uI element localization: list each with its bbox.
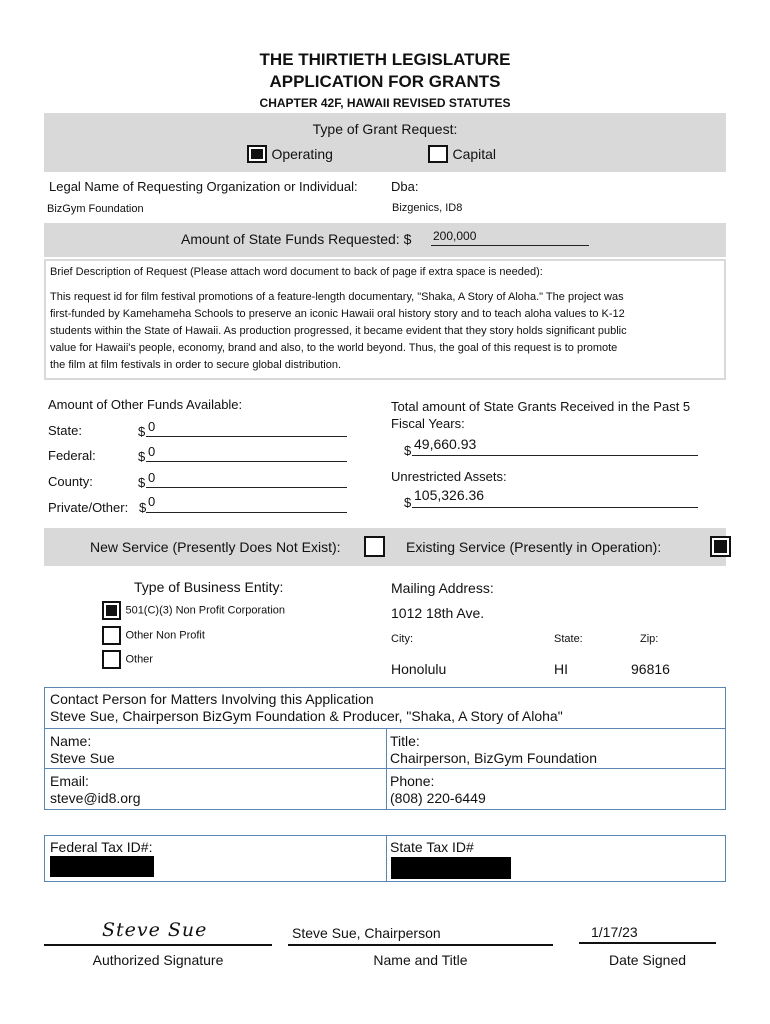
business-entity-label: Type of Business Entity:: [134, 579, 284, 595]
dba-label: Dba:: [391, 179, 419, 194]
contact-name-label: Name:: [50, 733, 92, 749]
contact-email-label: Email:: [50, 773, 89, 789]
new-service-checkbox[interactable]: [364, 536, 385, 557]
entity-option-501c3[interactable]: [102, 601, 285, 620]
contact-phone-label: Phone:: [390, 773, 435, 789]
federal-tax-redaction: [50, 856, 154, 877]
entity-501c3-checkbox[interactable]: [102, 601, 121, 620]
description-line: the film at film festivals in order to secure global distribution.: [50, 359, 342, 371]
entity-other-nonprofit-label: Other Non Profit: [125, 629, 205, 642]
state-grants-label-1: Total amount of State Grants Received in the Past 5: [391, 399, 691, 414]
county-funds-underline: [146, 487, 347, 488]
date-value: 1/17/23: [591, 924, 638, 940]
state-tax-redaction: [391, 857, 511, 879]
capital-label: Capital: [452, 146, 497, 162]
county-funds-value: 0: [148, 470, 156, 485]
name-title-caption: Name and Title: [373, 952, 468, 968]
title-line-1: THE THIRTIETH LEGISLATURE: [259, 50, 511, 69]
signature-line: [44, 944, 272, 946]
zip-label: Zip:: [640, 633, 659, 645]
operating-checkbox[interactable]: [247, 145, 267, 163]
description-line: students within the State of Hawaii. As production progressed, it became evident that they story holds significant public: [50, 325, 627, 337]
funds-requested-label: Amount of State Funds Requested: $: [181, 231, 412, 247]
unrestricted-value: 105,326.36: [414, 487, 485, 503]
state-grants-value: 49,660.93: [414, 436, 477, 452]
state-funds-label: State:: [48, 423, 82, 438]
entity-option-other-nonprofit[interactable]: [102, 626, 205, 645]
contact-phone-value: (808) 220-6449: [390, 790, 486, 806]
unrestricted-underline: [412, 507, 698, 508]
federal-funds-dollar: $: [138, 449, 146, 464]
date-caption: Date Signed: [608, 952, 687, 968]
contact-title-value: Chairperson, BizGym Foundation: [390, 750, 597, 766]
name-title-line: [288, 944, 553, 946]
signature-caption: Authorized Signature: [92, 952, 224, 968]
city-value: Honolulu: [391, 661, 447, 677]
contact-title: Contact Person for Matters Involving this Application: [50, 691, 374, 707]
operating-label: Operating: [271, 146, 333, 162]
private-funds-dollar: $: [139, 500, 147, 515]
contact-email-value: steve@id8.org: [50, 790, 141, 806]
tax-divider: [386, 835, 387, 882]
existing-service-label: Existing Service (Presently in Operation):: [406, 539, 662, 555]
legal-name-label: Legal Name of Requesting Organization or Individual:: [49, 179, 358, 194]
state-grants-underline: [412, 455, 698, 456]
entity-other-checkbox[interactable]: [102, 650, 121, 669]
state-funds-dollar: $: [138, 424, 146, 439]
contact-person: Steve Sue, Chairperson BizGym Foundation & Producer, "Shaka, A Story of Aloha": [50, 708, 563, 724]
contact-title-label: Title:: [390, 733, 420, 749]
capital-checkbox[interactable]: [428, 145, 448, 163]
contact-divider: [44, 768, 726, 769]
entity-other-label: Other: [125, 653, 153, 666]
signature-image: Steve Sue: [102, 919, 208, 941]
description-line: This request id for film festival promotions of a feature-length documentary, "Shaka, A Story of Aloha." The project was: [50, 291, 624, 303]
county-funds-dollar: $: [138, 475, 146, 490]
legal-name-value: BizGym Foundation: [47, 203, 144, 215]
entity-other-nonprofit-checkbox[interactable]: [102, 626, 121, 645]
title-line-3: CHAPTER 42F, HAWAII REVISED STATUTES: [259, 96, 511, 110]
federal-funds-label: Federal:: [48, 448, 96, 463]
capital-option[interactable]: [428, 145, 496, 163]
description-line: value for Hawaii's people, economy, brand and also, to the world beyond. Thus, the goal of this request is to promote: [50, 342, 618, 354]
new-service-label: New Service (Presently Does Not Exist):: [90, 539, 341, 555]
private-funds-underline: [146, 512, 347, 513]
state-grants-dollar: $: [404, 443, 412, 458]
title-line-2: APPLICATION FOR GRANTS: [269, 72, 501, 91]
unrestricted-dollar: $: [404, 495, 412, 510]
county-funds-label: County:: [48, 474, 93, 489]
description-text: [50, 289, 627, 374]
operating-option[interactable]: [247, 145, 333, 163]
grant-type-label: Type of Grant Request:: [312, 121, 458, 137]
private-funds-value: 0: [148, 494, 156, 509]
name-title-value: Steve Sue, Chairperson: [292, 925, 441, 941]
description-line: first-funded by Kamehameha Schools to preserve an iconic Hawaii oral history story and to teach aloha values to K-12: [50, 308, 625, 320]
date-line: [579, 942, 716, 944]
state-funds-value: 0: [148, 419, 156, 434]
contact-name-value: Steve Sue: [50, 750, 115, 766]
description-label: Brief Description of Request (Please attach word document to back of page if extra space is needed):: [50, 266, 543, 278]
federal-funds-value: 0: [148, 444, 156, 459]
contact-divider: [44, 728, 726, 729]
state-grants-label-2: Fiscal Years:: [391, 416, 465, 431]
mailing-label: Mailing Address:: [391, 580, 494, 596]
federal-funds-underline: [146, 461, 347, 462]
other-funds-label: Amount of Other Funds Available:: [48, 397, 243, 412]
zip-value: 96816: [631, 661, 670, 677]
private-funds-label: Private/Other:: [48, 500, 129, 515]
dba-value: Bizgenics, ID8: [392, 202, 463, 214]
entity-option-other[interactable]: [102, 650, 153, 669]
federal-tax-label: Federal Tax ID#:: [50, 839, 153, 855]
unrestricted-label: Unrestricted Assets:: [391, 469, 507, 484]
state-tax-label: State Tax ID#: [390, 839, 474, 855]
funds-requested-underline: [431, 245, 589, 246]
mailing-address: 1012 18th Ave.: [391, 605, 485, 621]
state-label: State:: [554, 633, 583, 645]
city-label: City:: [391, 633, 413, 645]
funds-requested-value: 200,000: [433, 229, 477, 243]
state-value: HI: [554, 661, 568, 677]
existing-service-checkbox[interactable]: [710, 536, 731, 557]
entity-501c3-label: 501(C)(3) Non Profit Corporation: [125, 604, 286, 617]
state-funds-underline: [146, 436, 347, 437]
contact-divider: [386, 728, 387, 810]
